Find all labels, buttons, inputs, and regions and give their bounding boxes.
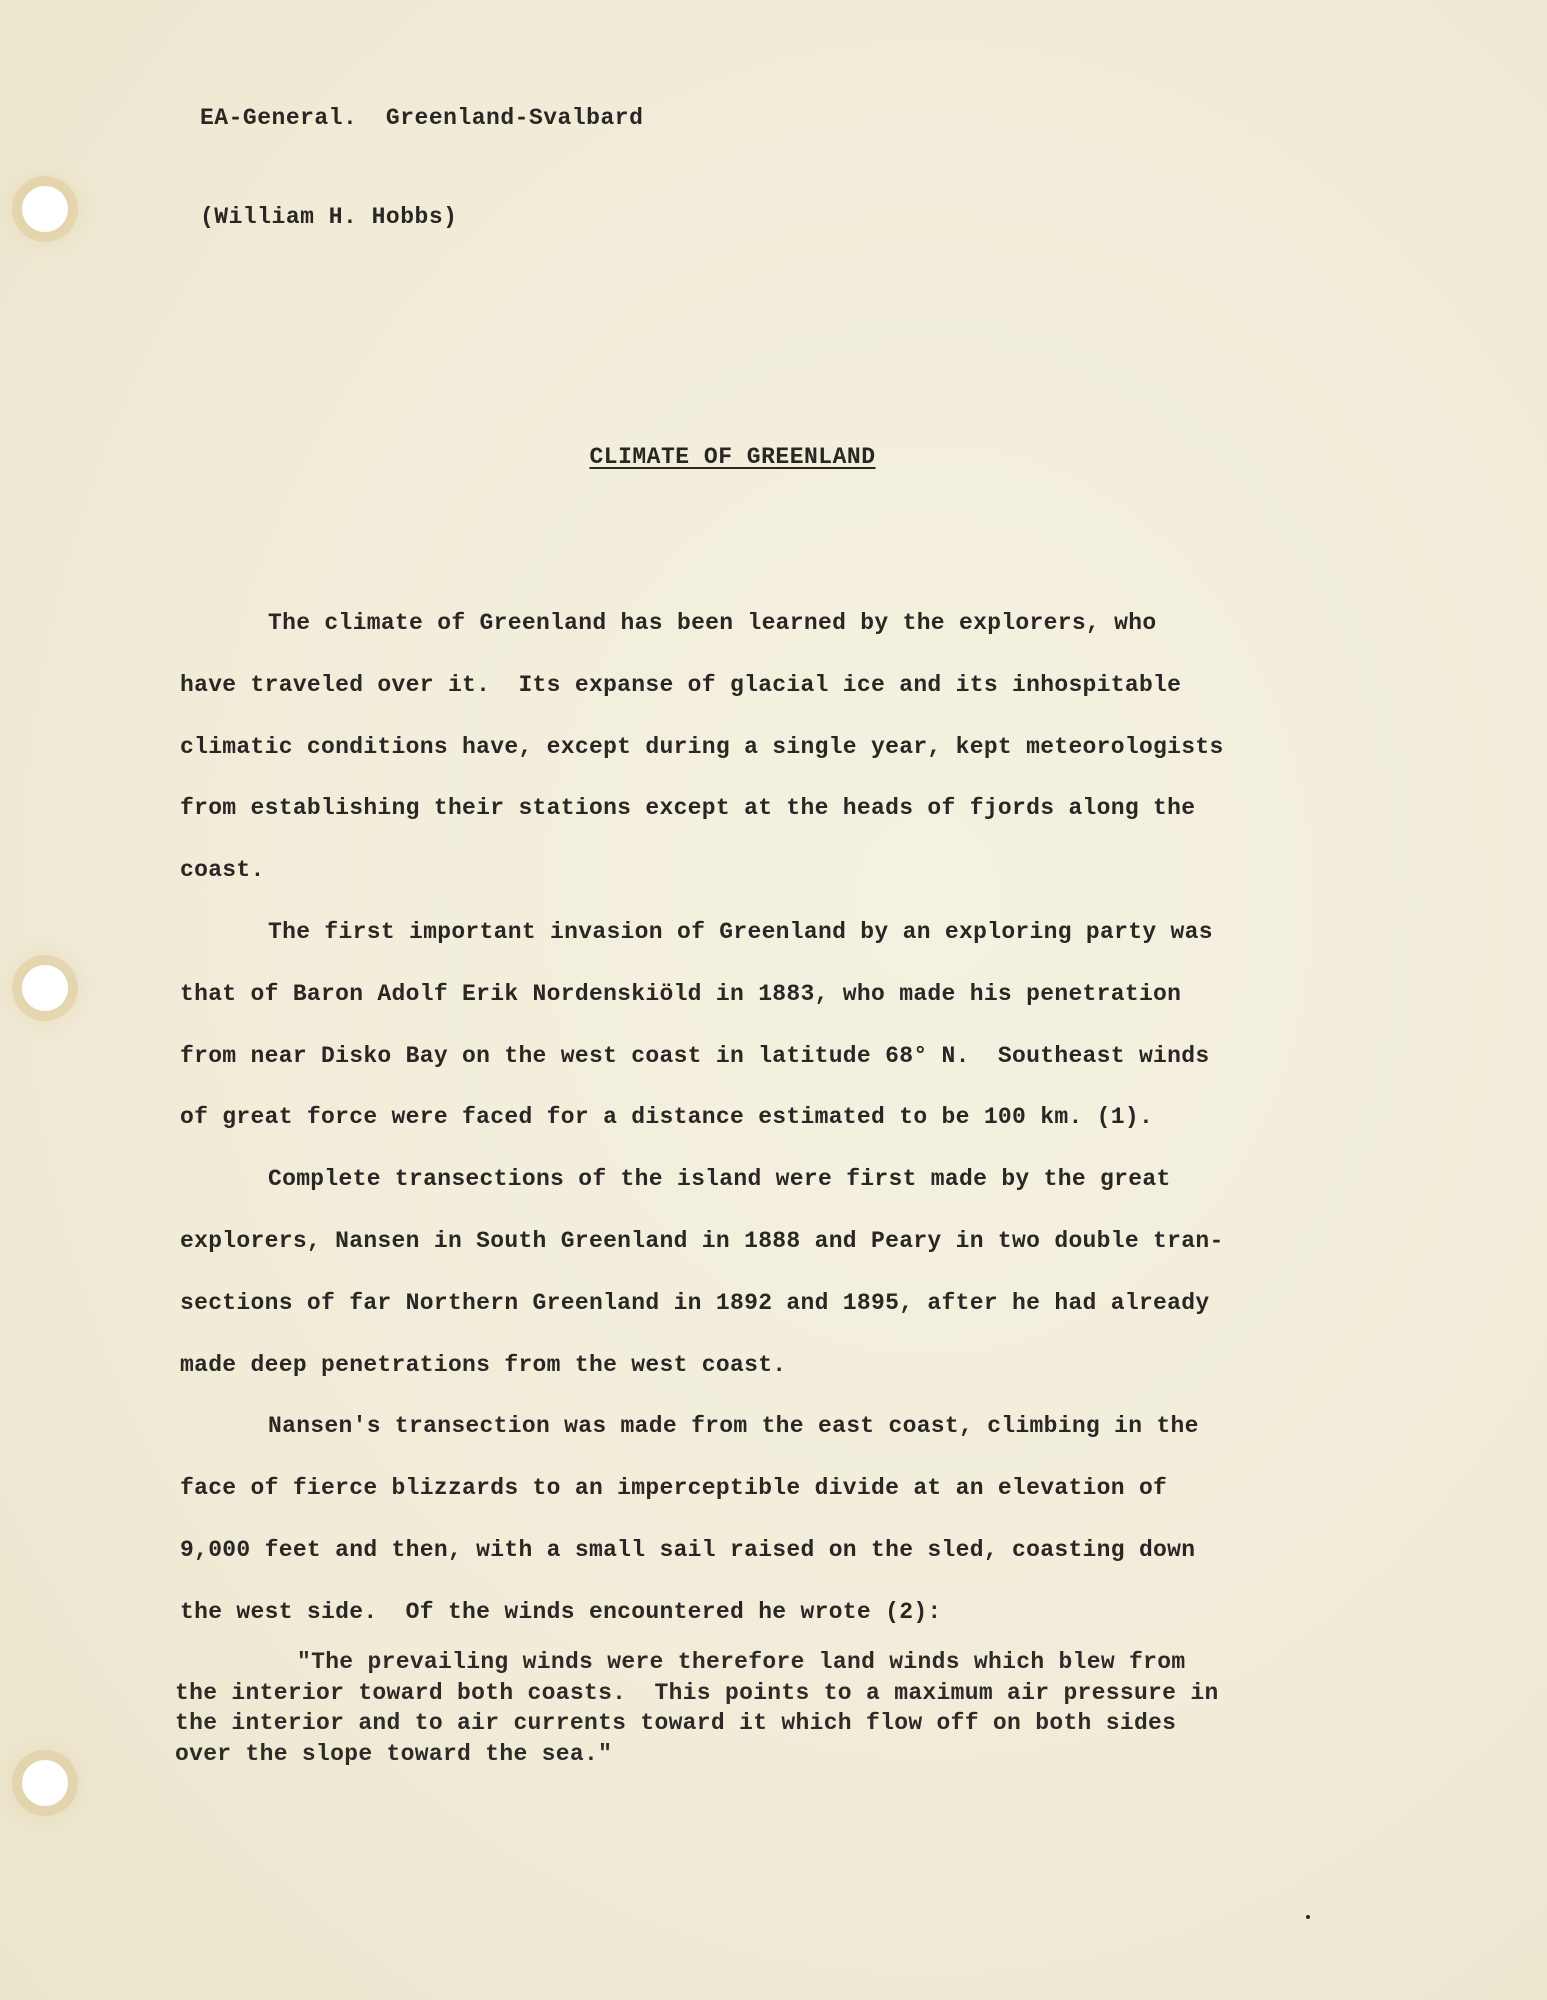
header-category: EA-General. Greenland-Svalbard xyxy=(200,105,644,131)
quote-line: the interior and to air currents toward it which flow off on both sides xyxy=(175,1710,1177,1736)
paragraph-line: explorers, Nansen in South Greenland in 1888 and Peary in two double tran- xyxy=(180,1227,1224,1254)
paragraph-line: climatic conditions have, except during a single year, kept meteorologists xyxy=(180,733,1224,760)
quote-line: the interior toward both coasts. This points to a maximum air pressure in xyxy=(175,1679,1219,1706)
paragraph-line: Complete transections of the island were first made by the great xyxy=(268,1166,1171,1193)
document-title: CLIMATE OF GREENLAND xyxy=(589,444,876,470)
quote-line: "The prevailing winds were therefore land winds which blew from xyxy=(297,1649,1186,1675)
paragraph-line: from establishing their stations except at the heads of fjords along the xyxy=(180,795,1196,822)
paragraph-line: The climate of Greenland has been learned by the explorers, who xyxy=(268,610,1157,636)
paragraph-line: from near Disko Bay on the west coast in latitude 68° N. Southeast winds xyxy=(180,1042,1210,1069)
punch-hole xyxy=(22,186,68,232)
paragraph-line: of great force were faced for a distance estimated to be 100 km. (1). xyxy=(180,1104,1154,1131)
paragraph-line: sections of far Northern Greenland in 1892 and 1895, after he had already xyxy=(180,1289,1210,1316)
paragraph-line: 9,000 feet and then, with a small sail raised on the sled, coasting down xyxy=(180,1536,1196,1563)
punch-hole xyxy=(22,965,68,1011)
document-header xyxy=(200,36,643,300)
paragraph-line: made deep penetrations from the west coast. xyxy=(180,1351,787,1378)
paragraph-line: Nansen's transection was made from the east coast, climbing in the xyxy=(268,1413,1199,1440)
paragraph-line: face of fierce blizzards to an imperceptible divide at an elevation of xyxy=(180,1475,1168,1502)
paragraph-line: The first important invasion of Greenland by an exploring party was xyxy=(268,918,1213,945)
block-quote xyxy=(175,1647,1355,1769)
paragraph-line: have traveled over it. Its expanse of glacial ice and its inhospitable xyxy=(180,671,1182,698)
punch-hole xyxy=(22,1760,68,1806)
quote-line: over the slope toward the sea." xyxy=(175,1740,613,1767)
header-author: (William H. Hobbs) xyxy=(200,204,458,230)
paragraph-line: coast. xyxy=(180,857,265,884)
document-body xyxy=(180,593,1340,1644)
paper-speck xyxy=(1306,1915,1310,1919)
paragraph-line: the west side. Of the winds encountered he wrote (2): xyxy=(180,1598,942,1625)
paragraph-line: that of Baron Adolf Erik Nordenskiöld in 1883, who made his penetration xyxy=(180,980,1182,1007)
